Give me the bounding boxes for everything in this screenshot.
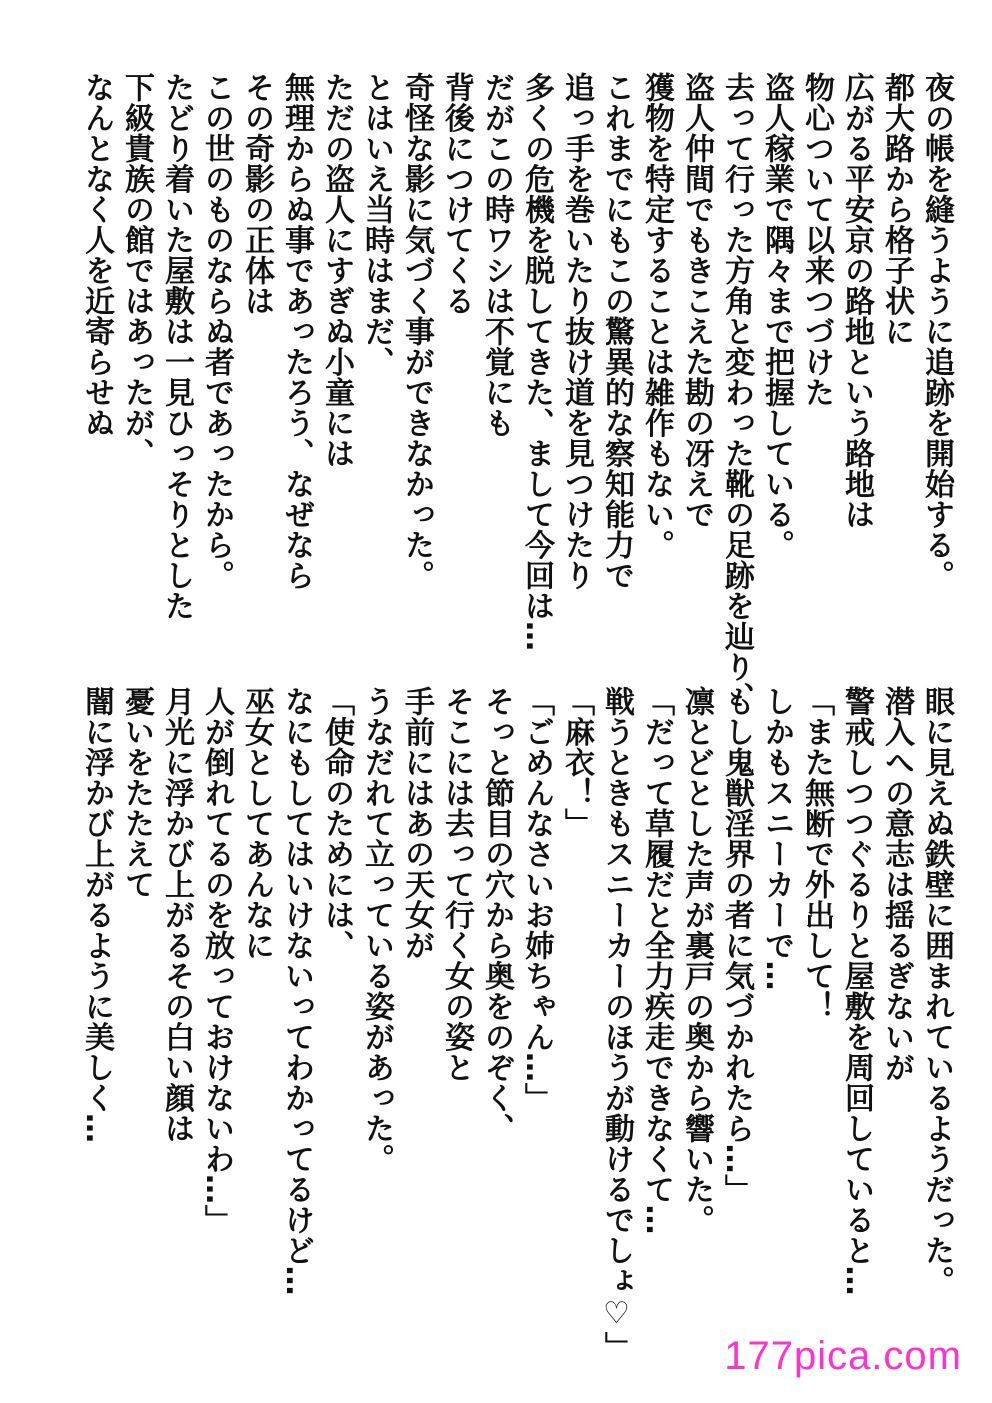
- text-line: なんとなく人を近寄らせぬ: [79, 72, 114, 438]
- text-line: 無理からぬ事であったろう、なぜなら: [279, 72, 314, 591]
- text-line: 凛とどとした声が裏戸の奥から響いた。: [679, 686, 714, 1235]
- text-line: 「使命のためには、: [319, 686, 354, 961]
- text-line: 眼に見えぬ鉄壁に囲まれているようだった。: [919, 686, 954, 1296]
- watermark: 177pica.com: [724, 1334, 962, 1378]
- text-line: 人が倒れてるのを放っておけないわ…」: [199, 686, 234, 1235]
- text-line: 去って行った方角と変わった靴の足跡を辿り、: [719, 72, 754, 713]
- text-line: 「だって草履だと全力疾走できなくて…: [639, 686, 674, 1235]
- top-text-block: [76, 72, 956, 713]
- text-line: 盗人仲間でもきこえた勘の冴えで: [679, 72, 714, 530]
- text-line: 物心ついて以来つづけた: [799, 72, 834, 408]
- text-line: 警戒しつつぐるりと屋敷を周回していると…: [839, 686, 874, 1296]
- text-line: 「また無断で外出して！: [799, 686, 834, 1022]
- text-line: その奇影の正体は: [239, 72, 274, 316]
- text-line: 夜の帳を縫うように追跡を開始する。: [919, 72, 954, 591]
- text-line: 奇怪な影に気づく事ができなかった。: [399, 72, 434, 591]
- text-line: なにもしてはいけないってわかってるけど…: [279, 686, 314, 1296]
- text-line: 手前にはあの天女が: [399, 686, 434, 961]
- text-line: ただの盗人にすぎぬ小童には: [319, 72, 354, 469]
- text-line: 下級貴族の館ではあったが、: [119, 72, 154, 469]
- text-line: これまでにもこの驚異的な察知能力で: [599, 72, 634, 591]
- text-line: 都大路から格子状に: [879, 72, 914, 347]
- text-line: 広がる平安京の路地という路地は: [839, 72, 874, 530]
- text-line: 闇に浮かび上がるように美しく…: [79, 686, 114, 1144]
- text-line: 潜入への意志は揺るぎないが: [879, 686, 914, 1083]
- text-line: だがこの時ワシは不覚にも: [479, 72, 514, 438]
- text-line: 月光に浮かび上がるその白い顔は: [159, 686, 194, 1144]
- text-line: 戦うときもスニーカーのほうが動けるでしょ♡」: [599, 686, 634, 1362]
- text-line: 多くの危機を脱してきた、まして今回は…: [519, 72, 554, 652]
- text-line: 巫女としてあんなに: [239, 686, 274, 961]
- text-line: もし鬼獣淫界の者に気づかれたら…」: [719, 686, 754, 1205]
- text-line: そこには去って行く女の姿と: [439, 686, 474, 1083]
- text-line: 盗人稼業で隅々まで把握している。: [759, 72, 794, 560]
- text-line: しかもスニーカーで…: [759, 686, 794, 991]
- text-line: この世のものならぬ者であったから。: [199, 72, 234, 591]
- text-line: 背後につけてくる: [439, 72, 474, 316]
- text-line: 憂いをたたえて: [119, 686, 154, 900]
- text-line: たどり着いた屋敷は一見ひっそりとした: [159, 72, 194, 621]
- text-line: そっと節目の穴から奥をのぞく、: [479, 686, 514, 1144]
- text-line: とはいえ当時はまだ、: [359, 72, 394, 377]
- text-line: 獲物を特定することは雑作もない。: [639, 72, 674, 560]
- text-line: 「ごめんなさいお姉ちゃん…」: [519, 686, 554, 1113]
- text-line: 「麻衣！」: [559, 686, 594, 839]
- text-line: 追っ手を巻いたり抜け道を見つけたり: [559, 72, 594, 591]
- text-line: うなだれて立っている姿があった。: [359, 686, 394, 1174]
